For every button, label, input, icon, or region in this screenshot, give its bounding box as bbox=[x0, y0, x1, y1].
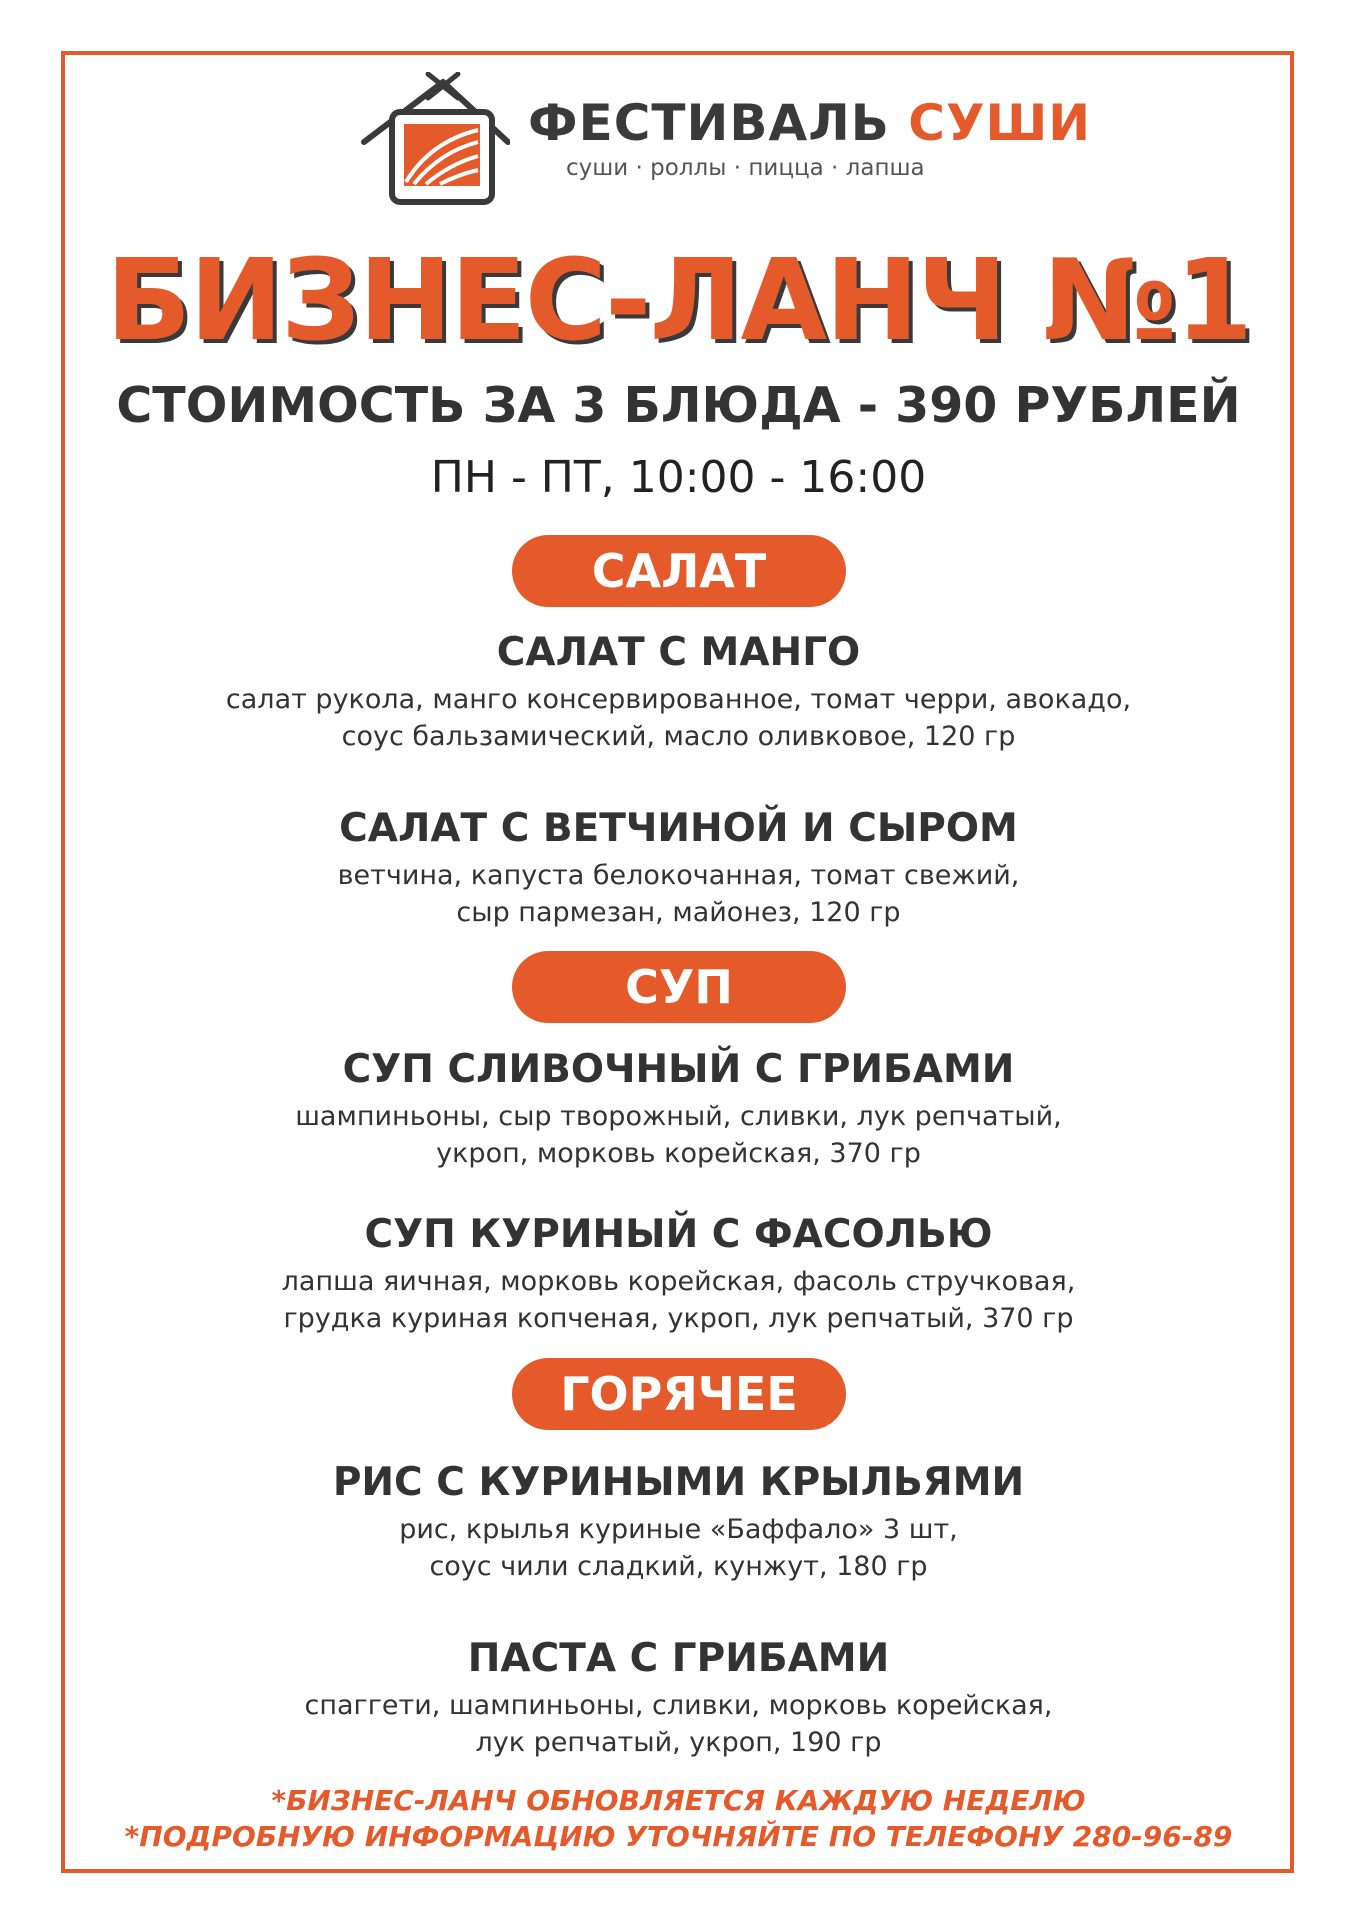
dish-desc-line1: спаггети, шампиньоны, сливки, морковь корейская, bbox=[304, 1690, 1053, 1721]
dish-name: ПАСТА С ГРИБАМИ bbox=[467, 1636, 890, 1681]
dish-desc-line2: сыр пармезан, майонез, 120 гр bbox=[456, 897, 901, 928]
footnote-phone-info: *ПОДРОБНУЮ ИНФОРМАЦИЮ УТОЧНЯЙТЕ ПО ТЕЛЕФОНУ 280-96-89 bbox=[124, 1820, 1233, 1853]
dish-desc-line1: салат рукола, манго консервированное, томат черри, авокадо, bbox=[225, 684, 1132, 715]
dish-desc-line2: соус чили сладкий, кунжут, 180 гр bbox=[429, 1551, 928, 1582]
dish-desc-line2: соус бальзамический, масло оливковое, 120 гр bbox=[341, 721, 1016, 752]
dish-desc-line1: лапша яичная, морковь корейская, фасоль стручковая, bbox=[281, 1266, 1076, 1297]
brand-name-dark: ФЕСТИВАЛЬ bbox=[528, 94, 890, 152]
dish-desc-line2: укроп, морковь корейская, 370 гр bbox=[436, 1138, 921, 1169]
sushi-house-icon bbox=[360, 72, 510, 206]
dish-name: САЛАТ С МАНГО bbox=[496, 630, 861, 675]
brand-name-accent: СУШИ bbox=[908, 94, 1092, 152]
dish-desc-line1: рис, крылья куриные «Баффало» 3 шт, bbox=[399, 1514, 958, 1545]
page-title: БИЗНЕС-ЛАНЧ №1 bbox=[105, 236, 1252, 366]
brand-name bbox=[528, 94, 1091, 152]
dish-desc-line2: лук репчатый, укроп, 190 гр bbox=[475, 1727, 882, 1758]
section-badge-soup: СУП bbox=[512, 951, 846, 1023]
dish-name: СУП КУРИНЫЙ С ФАСОЛЬЮ bbox=[364, 1212, 993, 1257]
section-badge-hot: ГОРЯЧЕЕ bbox=[512, 1358, 846, 1430]
dish-desc-line2: грудка куриная копченая, укроп, лук репчатый, 370 гр bbox=[283, 1303, 1074, 1334]
dish-name: САЛАТ С ВЕТЧИНОЙ И СЫРОМ bbox=[339, 806, 1018, 851]
dish-desc-line1: шампиньоны, сыр творожный, сливки, лук репчатый, bbox=[295, 1101, 1062, 1132]
footnote-weekly-update: *БИЗНЕС-ЛАНЧ ОБНОВЛЯЕТСЯ КАЖДУЮ НЕДЕЛЮ bbox=[271, 1784, 1086, 1817]
dish-desc-line1: ветчина, капуста белокочанная, томат свежий, bbox=[337, 860, 1020, 891]
dish-name: РИС С КУРИНЫМИ КРЫЛЬЯМИ bbox=[332, 1460, 1025, 1505]
brand-logo bbox=[360, 72, 1092, 206]
price-line: СТОИМОСТЬ ЗА 3 БЛЮДА - 390 РУБЛЕЙ bbox=[116, 377, 1241, 434]
hours-line: ПН - ПТ, 10:00 - 16:00 bbox=[430, 452, 927, 503]
dish-name: СУП СЛИВОЧНЫЙ С ГРИБАМИ bbox=[342, 1047, 1015, 1092]
brand-tagline: суши · роллы · пицца · лапша bbox=[566, 155, 925, 181]
section-badge-salad: САЛАТ bbox=[512, 535, 846, 607]
